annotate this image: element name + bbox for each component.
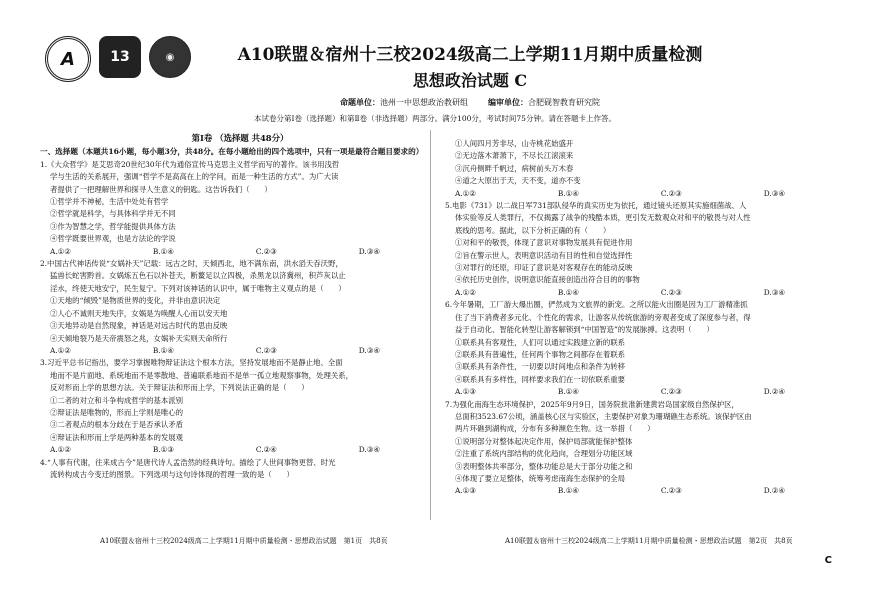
- section-title: 第Ⅰ卷 （选择题 共48分）: [191, 133, 289, 143]
- question-line: 者提供了一把理解世界和探寻人生意义的钥匙。这告诉我们（ ）: [50, 184, 272, 194]
- author-label: 命题单位：: [340, 97, 380, 107]
- column-divider: [430, 130, 431, 520]
- option-line: ③沉舟侧畔千帆过，病树前头万木春: [455, 163, 574, 173]
- question-line: 猛兽长蛇害黔首。女娲炼五色石以补苍天，断鳌足以立四极，杀黑龙以济冀州，积芦灰以止: [50, 271, 346, 281]
- left-column: [40, 132, 440, 481]
- answer-option: B.①④: [557, 387, 579, 397]
- exam-title: A10联盟＆宿州十三校2024级高二上学期11月期中质量检测: [237, 45, 703, 65]
- answer-option: B.①④: [152, 246, 174, 256]
- option-line: ③二者观点的根本分歧在于是否承认矛盾: [50, 420, 184, 430]
- answer-option: D.③④: [763, 188, 785, 198]
- question-line: 体实验等反人类罪行，不仅揭露了战争的残酷本质，更引发无数观众对和平的敬畏与对人性: [455, 213, 751, 223]
- answer-option: D.③④: [763, 287, 785, 297]
- logos: [45, 36, 191, 82]
- question-line: 4.“人事有代谢，往来成古今”是唐代诗人孟浩然的经典诗句。描绘了人世间事物更替、时光: [40, 457, 336, 467]
- answer-option: B.①③: [152, 445, 174, 455]
- option-line: ④天倾地裂乃是天帝震怒之兆，女娲补天实则天命所行: [50, 333, 228, 343]
- answer-options: [40, 345, 440, 357]
- option-line: ④体现了要立足整体，统筹考虑南海生态保护的全局: [455, 473, 625, 483]
- answer-option: C.②③: [660, 188, 682, 198]
- answer-option: A.①②: [455, 287, 476, 297]
- editor-label: 编审单位：: [488, 97, 528, 107]
- option-line: ③表明整体共率部分，整体功能总是大于部分功能之和: [455, 461, 633, 471]
- answer-option: B.①④: [152, 345, 174, 355]
- answer-option: D.③④: [358, 345, 380, 355]
- option-line: ①联系具有客观性，人们可以通过实践建立新的联系: [455, 337, 625, 347]
- answer-option: A.①②: [50, 445, 71, 455]
- question-line: 7.为强化南海生态环境保护，2025年9月9日，国务院批准新建黄岩岛国家级自然保护区，: [445, 399, 739, 409]
- answer-option: A.①②: [455, 188, 476, 198]
- answer-option: D.②④: [763, 486, 785, 496]
- question-line: 住了当下消费者多元化、个性化的需求，让游客从传统旅游的旁观者变成了深度参与者，得: [455, 312, 751, 322]
- answer-option: C.②④: [255, 445, 277, 455]
- option-line: ②人心不诚则天地失序，女娲是为唤醒人心而以安天地: [50, 308, 228, 318]
- answer-option: B.①④: [557, 188, 579, 198]
- option-line: ②哲学就是科学，与具体科学并无不同: [50, 209, 176, 219]
- answer-option: C.②③: [660, 486, 682, 496]
- institute-logo: ◉: [149, 36, 191, 78]
- answer-option: A.①③: [455, 387, 476, 397]
- left-questions: [40, 159, 440, 482]
- question-line: 流转构成古今变迁的图景。下列选项与这句诗体现的哲理一致的是（ ）: [50, 469, 294, 479]
- alliance-logo: A: [45, 36, 91, 82]
- question-line: 总面积3523.67公顷，涵盖核心区与实验区，主要保护对象为珊瑚礁生态系统。该保护区由: [455, 411, 752, 421]
- answer-option: B.①④: [557, 486, 579, 496]
- option-line: ①人间四月芳非尽，山寺桃花始盛开: [455, 139, 574, 148]
- answer-option: C.②③: [660, 387, 682, 397]
- option-line: ②旨在警示世人，表明意识活动有目的性和自觉选择性: [455, 250, 633, 260]
- answer-option: A.①②: [50, 246, 71, 256]
- answer-option: D.③④: [358, 246, 380, 256]
- right-column: [445, 138, 845, 498]
- meta-line: [230, 97, 710, 108]
- version-mark: C: [824, 555, 832, 566]
- option-line: ③作为智慧之学，哲学能提供具体方法: [50, 221, 176, 231]
- option-line: ①哲学并不神秘，生活中处处有哲学: [50, 197, 169, 207]
- option-line: ④辩证法和形而上学是两种基本的发展观: [50, 432, 184, 442]
- question-line: 5.电影《731》以二战日军731部队侵华的真实历史为依托，通过镜头还原其实施细菌战、人: [445, 201, 747, 211]
- option-line: ②联系具有普遍性，任何两个事物之间都存在着联系: [455, 349, 625, 359]
- option-line: ④依托历史创作，说明意识能直接创造出符合目的的事物: [455, 275, 640, 285]
- question-line: 6.今年暑期，工厂游大爆出圈，俨然成为文旅界的新宠。之所以能火出圈是因为工厂游精准抓: [445, 300, 748, 310]
- exam-notice: 本试卷分第Ⅰ卷（选择题）和第Ⅱ卷（非选择题）两部分。满分100分，考试时间75分钟。请在答题卡上作答。: [254, 114, 616, 123]
- answer-option: B.①④: [557, 287, 579, 297]
- answer-option: C.②③: [660, 287, 682, 297]
- answer-options: [445, 287, 845, 299]
- page-footer-left: A10联盟＆宿州十三校2024级高二上学期11月期中质量检测・思想政治试题 第1页 共8页: [100, 537, 388, 545]
- answer-options: [445, 188, 845, 200]
- question-line: 学与生活的关系展开，强调“哲学不是高高在上的学问，而是一种生活的方式”。为广大读: [50, 172, 339, 182]
- question-line: 底线的思考。据此，以下分析正确的有（ ）: [455, 225, 611, 235]
- option-line: ①天地的“倾毁”是物质世界的变化，并非由意识决定: [50, 296, 221, 306]
- answer-option: C.②③: [255, 345, 277, 355]
- question-line: 淫水，终使天地安宁，民生复宁。下列对该神话的认识中，属于唯物主义观点的是（ ）: [50, 283, 346, 293]
- thirteen-schools-logo: 13: [99, 36, 141, 78]
- question-line: 1.《大众哲学》是艾思奇20世纪30年代为通俗宣传马克思主义哲学而写的著作。该书用浅哲: [40, 159, 340, 169]
- exam-subtitle: 思想政治试题 C: [412, 71, 528, 90]
- question-line: 2.中国古代神话传说“女娲补天”记载：远古之时，天倾西北，地不满东南，洪水滔天吞沃野，: [40, 259, 343, 269]
- question-line: 3.习近平总书记指出，要学习掌握唯物辩证法这个根本方法，坚持发展地而不是静止地、全面: [40, 358, 343, 368]
- answer-options: [40, 246, 440, 258]
- answer-options: [445, 386, 845, 398]
- option-line: ④哲学既要世界观，也是方法论的学说: [50, 234, 176, 244]
- option-line: ②无边落木萧萧下，不尽长江滚滚来: [455, 151, 574, 161]
- answer-option: A.①②: [50, 345, 71, 355]
- answer-option: C.②③: [255, 246, 277, 256]
- option-line: ②辩证法是唯物的，形而上学则是唯心的: [50, 407, 184, 417]
- option-line: ③联系具有条件性，一切要以时间地点和条件为转移: [455, 362, 625, 372]
- editor: 合肥砚智教育研究院: [528, 98, 600, 107]
- section-instructions: 一、选择题（本题共16小题，每小题3分，共48分。在每小题给出的四个选项中，只有一项是最符合题目要求的）: [40, 147, 424, 157]
- answer-option: D.②④: [763, 387, 785, 397]
- option-line: ①说明部分对整体起决定作用，保护局部就能保护整体: [455, 436, 633, 446]
- option-line: ③天地异动是自然现象，神话是对远古时代的思由反映: [50, 321, 228, 331]
- answer-options: [40, 444, 440, 456]
- page-footer-right: A10联盟＆宿州十三校2024级高二上学期11月期中质量检测・思想政治试题 第2页 共8页: [505, 537, 793, 545]
- question-line: 益于自动化、智能化转型让游客解锁到“中国智造”的发展脉搏。这表明（ ）: [455, 325, 714, 335]
- question-line: 两片环礁到湖构成，分布有多种濒危生物。这一举措（ ）: [455, 424, 655, 434]
- option-line: ④联系具有多样性，同样要求我们在一切依联系重要: [455, 374, 625, 384]
- option-line: ①二者的对立和斗争构成哲学的基本派别: [50, 395, 184, 405]
- question-line: 地而不是片面地、系统地而不是零散地、普遍联系地而不是单一孤立地观察事物，处理关系，: [50, 370, 354, 380]
- option-line: ④道之大原出于天，天不变，道亦不变: [455, 176, 581, 186]
- option-line: ②注重了系统内部结构的优化趋向，合理划分功能区域: [455, 449, 633, 459]
- option-line: ①对和平的敬畏，体现了意识对事物发展具有促进作用: [455, 238, 633, 248]
- answer-option: A.①③: [455, 486, 476, 496]
- question-line: 反对形而上学的思想方法。关于辩证法和形而上学，下列说法正确的是（ ）: [50, 383, 309, 393]
- answer-option: D.③④: [358, 445, 380, 455]
- answer-options: [445, 485, 845, 497]
- author: 池州一中思想政治教研组: [380, 98, 468, 107]
- option-line: ③对罪行的还原，印证了意识是对客观存在的能动反映: [455, 263, 633, 273]
